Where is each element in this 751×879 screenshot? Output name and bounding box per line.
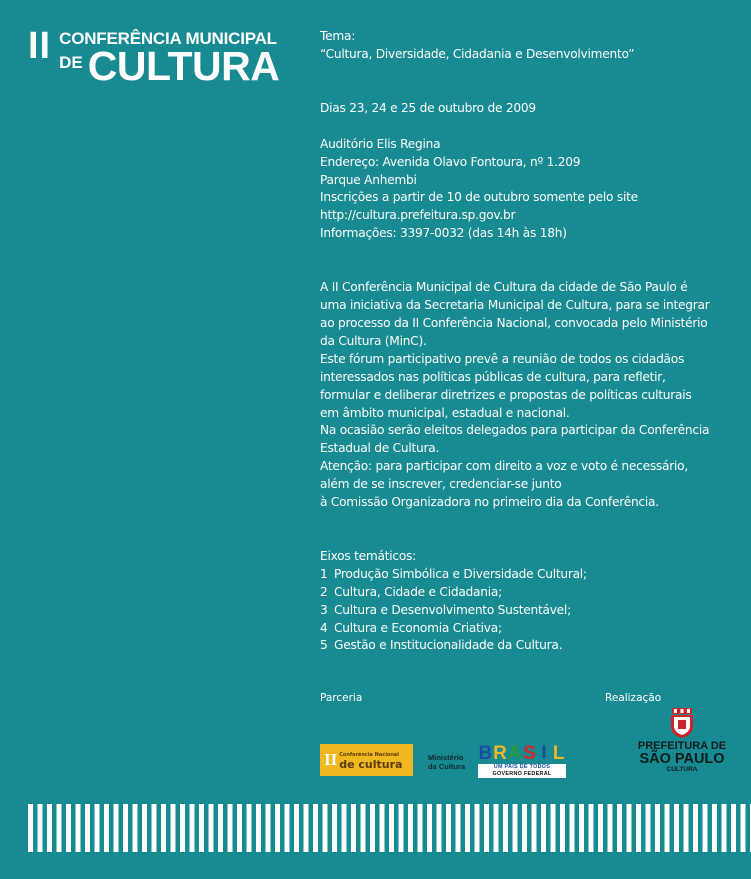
description-line: em âmbito municipal, estadual e nacional. xyxy=(320,405,570,420)
registration-info: Inscrições a partir de 10 de outubro somente pelo site xyxy=(320,190,638,205)
event-dates: Dias 23, 24 e 25 de outubro de 2009 xyxy=(320,100,536,115)
logo-line-conferencia: CONFERÊNCIA MUNICIPAL xyxy=(59,29,277,48)
eixo-number: 3 xyxy=(320,602,328,617)
parceria-label: Parceria xyxy=(320,692,363,704)
tema-title: “Cultura, Diversidade, Cidadania e Desenvolvimento” xyxy=(320,46,635,61)
eixo-item xyxy=(320,584,740,602)
description-line: uma iniciativa da Secretaria Municipal de Cultura, para se integrar xyxy=(320,298,710,313)
description-line: Este fórum participativo prevê a reunião de todos os cidadãos xyxy=(320,351,685,366)
prefeitura-logo xyxy=(636,708,728,774)
eixo-text: Cultura e Economia Criativa; xyxy=(334,620,502,635)
eixo-text: Gestão e Institucionalidade da Cultura. xyxy=(334,638,563,653)
venue-address: Endereço: Avenida Olavo Fontoura, nº 1.209 xyxy=(320,154,581,169)
description-line: formular e deliberar diretrizes e propostas de políticas culturais xyxy=(320,387,692,402)
prefeitura-name: PREFEITURA DE xyxy=(637,740,727,752)
eixo-item xyxy=(320,620,740,638)
eixo-number: 2 xyxy=(320,584,328,599)
eixo-text: Cultura, Cidade e Cidadania; xyxy=(334,584,502,599)
brasil-letter: A xyxy=(507,743,522,764)
eixo-item xyxy=(320,566,740,584)
brasil-letter: I xyxy=(541,743,547,764)
brasil-government-logo xyxy=(478,744,566,778)
description-line: A II Conferência Municipal de Cultura da cidade de São Paulo é xyxy=(320,280,688,295)
sao-paulo-crest-icon xyxy=(669,708,695,738)
partner-roman: II xyxy=(324,750,338,769)
prefeitura-city: SÃO PAULO xyxy=(639,751,725,767)
partner-big-text: de cultura xyxy=(339,758,403,771)
description-line: ao processo da II Conferência Nacional, convocada pelo Ministério xyxy=(320,315,708,330)
description-line: à Comissão Organizadora no primeiro dia da Conferência. xyxy=(320,495,659,510)
description-line: Atenção: para participar com direito a voz e voto é necessário, xyxy=(320,459,688,474)
conference-logo xyxy=(28,25,280,89)
ministerio-logo xyxy=(428,753,465,771)
brasil-gov-label: GOVERNO FEDERAL xyxy=(478,771,566,778)
eixo-text: Cultura e Desenvolvimento Sustentável; xyxy=(334,602,571,617)
description-line: interessados nas políticas públicas de cultura, para refletir, xyxy=(320,369,666,384)
eixo-text: Produção Simbólica e Diversidade Cultural; xyxy=(334,566,587,581)
description-line: da Cultura (MinC). xyxy=(320,333,427,348)
description-line: além de se inscrever, credenciar-se junto xyxy=(320,477,562,492)
prefeitura-dept: CULTURA xyxy=(666,766,698,773)
eixos-label: Eixos temáticos: xyxy=(320,548,416,563)
logo-line-de: DE xyxy=(59,53,83,72)
brasil-letter: S xyxy=(523,743,536,764)
brasil-letter: R xyxy=(493,743,507,764)
tema-label: Tema: xyxy=(320,29,356,43)
partner-small-text: Conferência Nacional xyxy=(339,752,399,758)
brasil-letter: L xyxy=(552,743,565,764)
brasil-slogan: UM PAÍS DE TODOS xyxy=(478,764,566,771)
brasil-letter: B xyxy=(478,743,493,764)
registration-url[interactable]: http://cultura.prefeitura.sp.gov.br xyxy=(320,208,516,223)
eixo-item xyxy=(320,637,740,655)
eixo-item xyxy=(320,602,740,620)
logo-line-cultura: CULTURA xyxy=(87,43,280,89)
eixo-number: 5 xyxy=(320,638,328,653)
decorative-stripes xyxy=(28,804,751,852)
venue-name: Auditório Elis Regina xyxy=(320,136,441,151)
description-line: Na ocasião serão eleitos delegados para participar da Conferência xyxy=(320,423,710,438)
logo-roman-numeral: II xyxy=(28,25,52,67)
ministerio-line: da Cultura xyxy=(428,762,466,771)
venue-park: Parque Anhembi xyxy=(320,172,417,187)
contact-info: Informações: 3397-0032 (das 14h às 18h) xyxy=(320,226,567,241)
conferencia-nacional-logo xyxy=(320,744,413,776)
realizacao-label: Realização xyxy=(605,692,662,704)
main-text xyxy=(320,28,740,655)
eixo-number: 1 xyxy=(320,566,328,581)
eixo-number: 4 xyxy=(320,620,328,635)
ministerio-line: Ministério xyxy=(428,753,464,762)
description-line: Estadual de Cultura. xyxy=(320,441,440,456)
